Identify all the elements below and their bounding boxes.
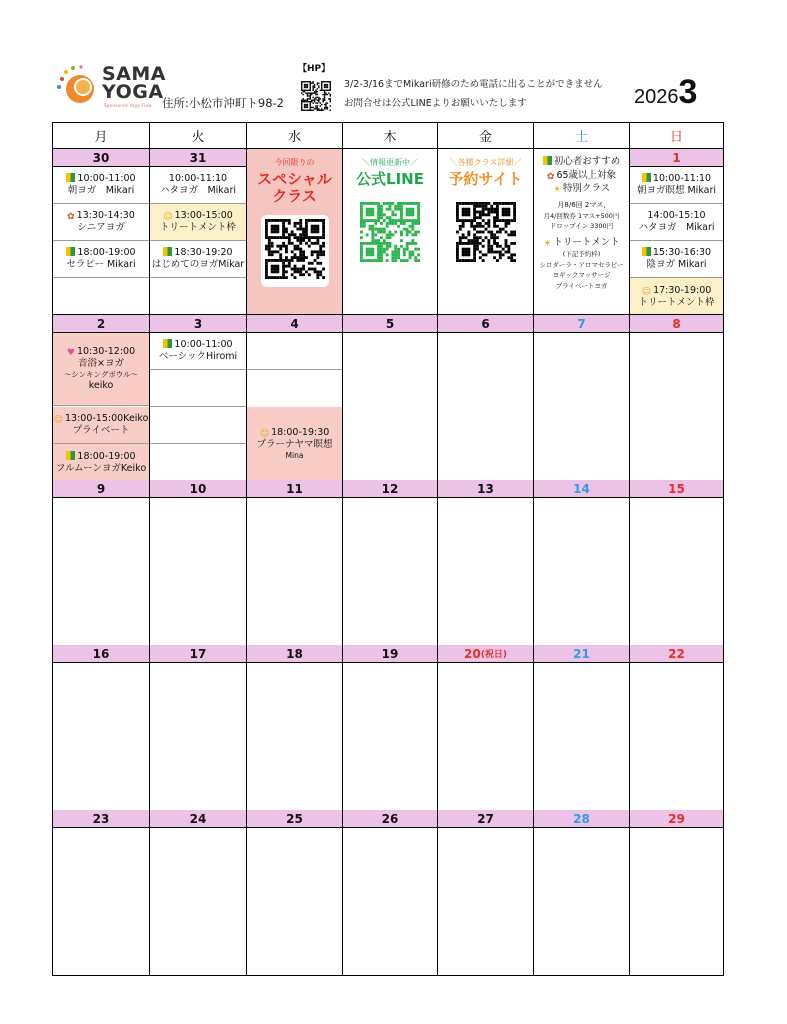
class-time	[163, 339, 232, 351]
day-cell	[343, 333, 438, 481]
date-number: 26	[343, 810, 438, 828]
beginner-mark-icon	[66, 451, 75, 460]
day-cell	[438, 663, 534, 811]
day-cell	[53, 828, 150, 976]
class-name: ハタヨガ Mikari	[638, 222, 715, 233]
weekday-header-mon: 月	[53, 123, 150, 149]
class-slot[interactable]	[630, 167, 723, 204]
leaf-icon: ✿	[546, 171, 555, 182]
class-time-text: 18:00-19:00	[77, 247, 136, 258]
date-number	[438, 645, 534, 663]
weekday-header-sat: 土	[534, 123, 630, 149]
day-cell	[53, 498, 150, 646]
class-time	[163, 210, 233, 222]
date-number: 27	[438, 810, 534, 828]
promo-text: ヨギックマッサージ	[552, 271, 611, 279]
promo-line	[547, 169, 616, 183]
notice-line-2: お問合せは公式LINEよりお願いいたします	[344, 98, 527, 109]
promo-special[interactable]	[247, 149, 342, 314]
class-slot[interactable]	[630, 204, 723, 241]
class-time	[54, 413, 149, 425]
logo-wordmark	[102, 65, 166, 101]
class-slot[interactable]	[53, 333, 149, 406]
promo-line[interactable]	[343, 149, 437, 314]
class-time	[647, 210, 705, 222]
date-number: 25	[247, 810, 343, 828]
promo-text: 初心者おすすめ	[553, 156, 621, 167]
date-number: 2	[53, 315, 150, 333]
promo-line	[553, 182, 610, 196]
class-name: 朝ヨガ Mikari	[67, 185, 135, 196]
beginner-mark-icon	[66, 173, 75, 182]
date-number: 28	[534, 810, 630, 828]
promo-text: 月8/6回 2マス,	[557, 200, 606, 209]
day-cell	[150, 663, 247, 811]
promo-line	[539, 260, 623, 271]
empty-slot	[247, 333, 342, 370]
studio-address: 住所:小松市沖町ト98-2	[162, 96, 284, 110]
class-time-text: 10:30-12:00	[76, 346, 136, 357]
qr-code-icon	[360, 202, 420, 262]
calendar-header	[52, 55, 732, 120]
day-cell	[630, 498, 723, 646]
date-number: 19	[343, 645, 438, 663]
promo-text: トリートメント	[553, 236, 620, 248]
day-cell	[438, 498, 534, 646]
sama-yoga-logo-mark	[56, 65, 98, 107]
homepage-qr-code[interactable]	[301, 81, 331, 111]
class-slot[interactable]	[150, 204, 246, 241]
notice-line-1: 3/2-3/16までMikari研修のため電話に出ることができません	[344, 79, 603, 90]
day-cell	[438, 333, 534, 481]
promo-line	[557, 200, 605, 211]
day-cell	[343, 828, 438, 976]
promo-text: (下記予約枠)	[562, 250, 601, 258]
weekday-header-fri: 金	[438, 123, 534, 149]
day-cell	[247, 828, 343, 976]
date-number: 4	[247, 315, 343, 333]
class-time-text: 18:00-19:00	[77, 450, 136, 462]
date-number: 1	[630, 149, 723, 167]
date-text: 20	[464, 646, 481, 661]
date-number: 23	[53, 810, 150, 828]
class-slot[interactable]	[150, 241, 246, 278]
month-number: 3	[678, 73, 698, 111]
qr-code-icon	[456, 202, 516, 262]
promo-text: プライベートヨガ	[555, 281, 608, 290]
promo-line	[543, 155, 621, 169]
class-name: トリートメント枠	[160, 222, 236, 233]
class-time-text: 10:00-11:10	[168, 173, 228, 184]
promo-line	[553, 270, 611, 281]
date-number: 18	[247, 645, 343, 663]
day-cell	[534, 828, 630, 976]
day-cell	[534, 333, 630, 481]
class-slot[interactable]	[53, 407, 149, 444]
empty-slot	[150, 370, 246, 407]
date-number: 12	[343, 480, 438, 498]
class-time-text: 13:00-15:00	[174, 210, 233, 221]
class-slot[interactable]	[53, 204, 149, 241]
class-time	[67, 210, 135, 222]
class-time-text: 13:30-14:30	[76, 210, 135, 221]
day-cell	[150, 333, 247, 481]
sun-icon: ☀	[543, 238, 552, 249]
day-cell	[53, 167, 150, 315]
class-time	[642, 173, 711, 185]
class-time-text: 10:00-11:00	[174, 339, 233, 350]
date-number: 13	[438, 480, 534, 498]
date-number: 31	[150, 149, 247, 167]
class-name: ベーシックHiromi	[158, 351, 238, 362]
promo-line	[563, 249, 601, 260]
day-cell	[630, 167, 723, 315]
class-name: プラーナヤマ瞑想	[256, 439, 333, 450]
beginner-mark-icon	[642, 173, 651, 182]
date-number: 22	[630, 645, 723, 663]
date-number: 14	[534, 480, 630, 498]
day-cell	[630, 333, 723, 481]
promo-title: 予約サイト	[448, 170, 523, 188]
class-slot[interactable]	[53, 167, 149, 204]
promo-saturday-info	[534, 149, 629, 314]
person-icon: ☺	[259, 429, 270, 439]
day-cell	[53, 333, 150, 481]
class-time	[163, 247, 232, 259]
empty-slot	[53, 278, 149, 315]
class-name: トリートメント枠	[638, 296, 715, 308]
class-time-text: 18:30-19:20	[174, 247, 233, 258]
day-cell	[343, 663, 438, 811]
date-number: 6	[438, 315, 534, 333]
empty-slot	[150, 407, 246, 444]
day-cell	[534, 663, 630, 811]
date-number: 3	[150, 315, 247, 333]
class-time	[642, 247, 711, 259]
person-icon: ☺	[53, 415, 63, 425]
person-icon: ☺	[641, 286, 652, 297]
class-name: はじめてのヨガMikar	[151, 259, 245, 270]
class-slot[interactable]	[150, 333, 246, 370]
date-number: 11	[247, 480, 343, 498]
class-time-text: 14:00-15:10	[647, 210, 706, 221]
class-teacher: keiko	[88, 380, 114, 391]
heart-icon: ♥	[66, 348, 75, 358]
class-time	[169, 173, 227, 185]
leaf-icon: ✿	[67, 212, 75, 222]
day-cell	[438, 828, 534, 976]
promo-text: 月4/回数券 1マス+500円	[543, 211, 620, 220]
class-name: 音浴×ヨガ	[78, 358, 124, 369]
date-number: 9	[53, 480, 150, 498]
logo-tagline: Sponsored Yoga Flow	[104, 103, 152, 108]
class-name: プライベート	[72, 425, 130, 436]
logo-line-1: SAMA	[102, 63, 167, 85]
class-name: セラピー Mikari	[66, 259, 136, 270]
beginner-mark-icon	[543, 156, 552, 165]
date-number: 29	[630, 810, 723, 828]
qr-code-icon	[265, 219, 325, 279]
class-name: 陰ヨガ Mikari	[646, 259, 707, 270]
promo-text: シロダーラ・アロマセラピー	[539, 260, 624, 269]
day-cell	[630, 663, 723, 811]
date-number: 17	[150, 645, 247, 663]
day-cell	[150, 828, 247, 976]
promo-text: 65歳以上対象	[556, 169, 617, 181]
beginner-mark-icon	[642, 247, 651, 256]
class-time-text: 10:00-11:00	[77, 173, 136, 184]
day-cell	[247, 149, 343, 315]
promo-line	[550, 221, 613, 232]
class-time	[642, 285, 712, 297]
class-time	[66, 451, 135, 463]
date-number: 16	[53, 645, 150, 663]
promo-text: 特別クラス	[562, 183, 611, 194]
class-time	[67, 346, 135, 358]
day-cell	[343, 498, 438, 646]
day-cell	[247, 333, 343, 481]
logo-line-2: YOGA	[102, 81, 164, 103]
promo-line	[544, 211, 620, 222]
class-slot[interactable]	[630, 278, 723, 315]
class-time-text: 10:00-11:10	[652, 173, 712, 184]
date-number: 10	[150, 480, 247, 498]
class-name: ハタヨガ Mikari	[159, 185, 237, 196]
promo-caption: ＼情報更新中／	[362, 158, 418, 167]
day-cell	[630, 828, 723, 976]
weekday-header-sun: 日	[630, 123, 723, 149]
promo-text: ドロップイン 3300円	[549, 222, 614, 230]
month-title	[634, 73, 697, 112]
class-slot[interactable]	[630, 241, 723, 278]
class-time-text: 18:00-19:30	[271, 427, 330, 438]
promo-qr-code[interactable]	[261, 215, 329, 287]
promo-line	[543, 236, 619, 250]
class-time-text: 13:00-15:00Keiko	[65, 413, 149, 424]
notice	[344, 75, 603, 113]
promo-caption: ＼各種クラス詳細／	[449, 158, 522, 167]
class-slot[interactable]	[150, 167, 246, 204]
promo-line	[556, 281, 608, 292]
date-number: 24	[150, 810, 247, 828]
day-cell	[247, 498, 343, 646]
promo-title: スペシャル クラス	[257, 170, 332, 205]
promo-qr-code[interactable]	[356, 198, 424, 270]
beginner-mark-icon	[163, 247, 172, 256]
day-cell	[150, 498, 247, 646]
class-time	[260, 427, 330, 439]
day-cell	[438, 149, 534, 315]
day-cell	[150, 167, 247, 315]
promo-qr-code[interactable]	[452, 198, 520, 270]
weekday-header-wed: 水	[247, 123, 343, 149]
class-time-text: 15:30-16:30	[652, 247, 712, 258]
holiday-label: (祝日)	[480, 650, 507, 660]
beginner-mark-icon	[66, 247, 75, 256]
class-slot[interactable]	[53, 241, 149, 278]
class-name: 朝ヨガ瞑想 Mikari	[636, 185, 717, 196]
date-number: 15	[630, 480, 723, 498]
promo-booking[interactable]	[438, 149, 533, 314]
day-cell	[247, 663, 343, 811]
date-number: 21	[534, 645, 630, 663]
class-time	[66, 173, 135, 185]
class-slot[interactable]	[53, 444, 149, 481]
weekday-header-thu: 木	[343, 123, 438, 149]
date-number: 8	[630, 315, 723, 333]
class-note: Mina	[285, 451, 304, 460]
class-name: フルムーンヨガKeiko	[55, 462, 147, 474]
class-time	[66, 247, 135, 259]
person-icon: ☺	[163, 212, 173, 222]
beginner-mark-icon	[163, 339, 172, 348]
empty-slot	[150, 278, 246, 315]
promo-title: 公式LINE	[356, 170, 424, 188]
class-time-text: 17:30-19:00	[653, 284, 712, 296]
calendar-grid	[52, 122, 724, 976]
class-note: 〜シンキングボウル〜	[63, 370, 139, 379]
hp-label: 【HP】	[298, 64, 331, 74]
sun-icon: ☀	[552, 185, 561, 195]
day-cell	[343, 149, 438, 315]
date-number: 5	[343, 315, 438, 333]
date-number: 7	[534, 315, 630, 333]
class-slot[interactable]	[247, 407, 342, 481]
class-name: シニアヨガ	[77, 222, 125, 233]
weekday-header-tue: 火	[150, 123, 247, 149]
promo-caption: 今回限りの	[274, 158, 315, 167]
day-cell	[53, 663, 150, 811]
day-cell	[534, 149, 630, 315]
day-cell	[534, 498, 630, 646]
date-number: 30	[53, 149, 150, 167]
year: 2026	[634, 86, 679, 108]
